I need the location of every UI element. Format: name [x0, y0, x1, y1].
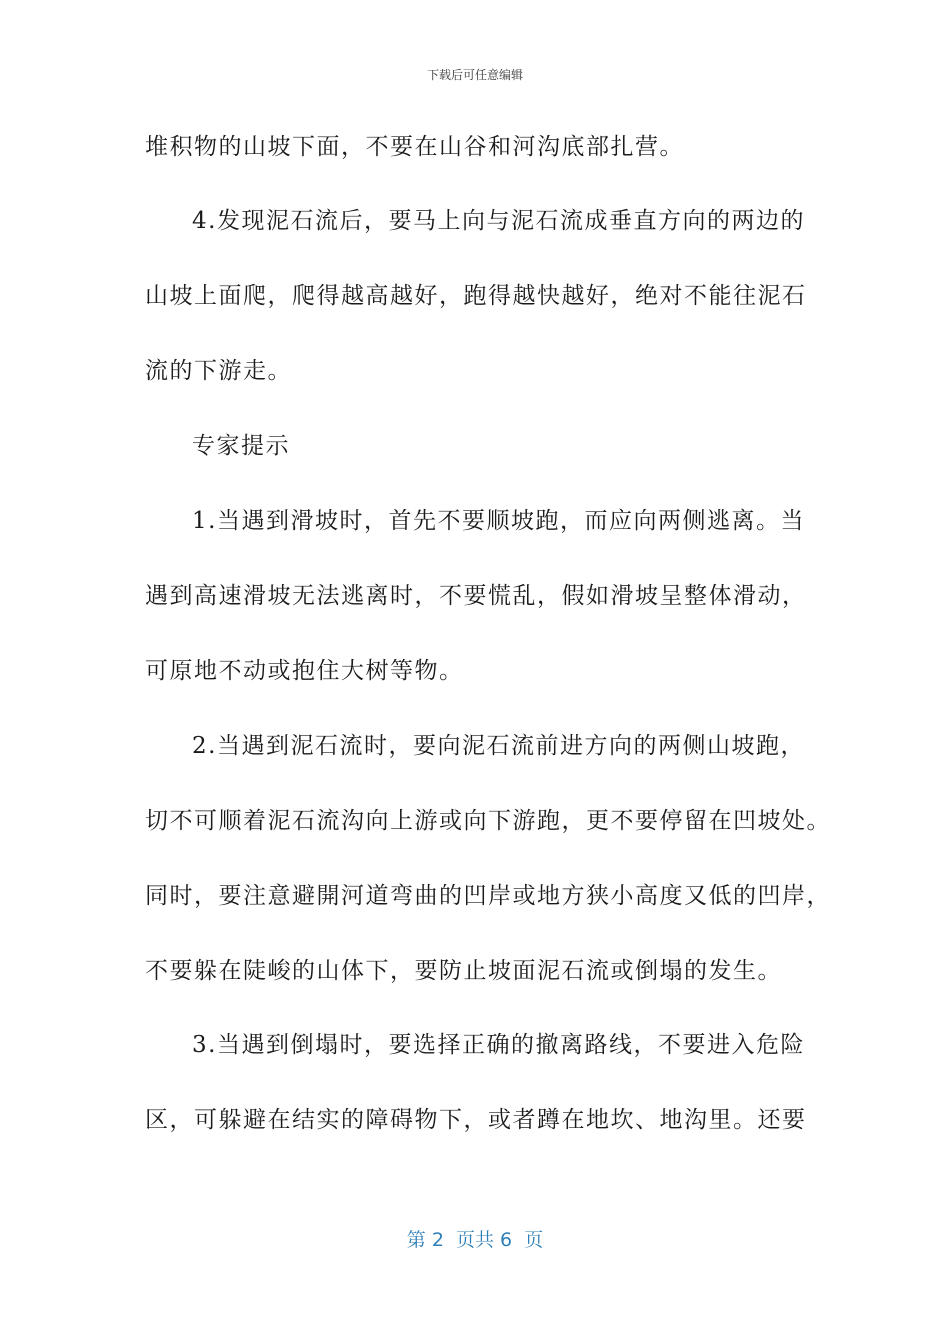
paragraph-line: 2.当遇到泥石流时，要向泥石流前进方向的两侧山坡跑，: [192, 733, 805, 759]
section-heading: 专家提示: [192, 433, 290, 459]
paragraph-line: 4.发现泥石流后，要马上向与泥石流成垂直方向的两边的: [192, 208, 805, 234]
page-number-footer: 第 2 页共 6 页: [406, 1229, 544, 1251]
paragraph-line: 3.当遇到倒塌时，要选择正确的撤离路线，不要进入危险: [192, 1032, 805, 1058]
paragraph-line: 1.当遇到滑坡时，首先不要顺坡跑，而应向两侧逃离。当: [192, 508, 805, 534]
paragraph-line: 可原地不动或抱住大树等物。: [145, 658, 464, 684]
header-note: 下载后可任意编辑: [426, 68, 523, 82]
paragraph-line: 同时，要注意避開河道弯曲的凹岸或地方狭小高度又低的凹岸，: [145, 883, 831, 909]
paragraph-line: 流的下游走。: [145, 358, 292, 384]
paragraph-line: 切不可顺着泥石流沟向上游或向下游跑，更不要停留在凹坡处。: [145, 808, 831, 834]
paragraph-line: 遇到高速滑坡无法逃离时，不要慌乱，假如滑坡呈整体滑动，: [145, 583, 807, 609]
paragraph-line: 区，可躲避在结实的障碍物下，或者蹲在地坎、地沟里。还要: [145, 1107, 807, 1133]
paragraph-line: 不要躲在陡峻的山体下，要防止坡面泥石流或倒塌的发生。: [145, 958, 782, 984]
paragraph-line: 堆积物的山坡下面，不要在山谷和河沟底部扎营。: [145, 134, 684, 160]
paragraph-line: 山坡上面爬，爬得越高越好，跑得越快越好，绝对不能往泥石: [145, 283, 807, 309]
